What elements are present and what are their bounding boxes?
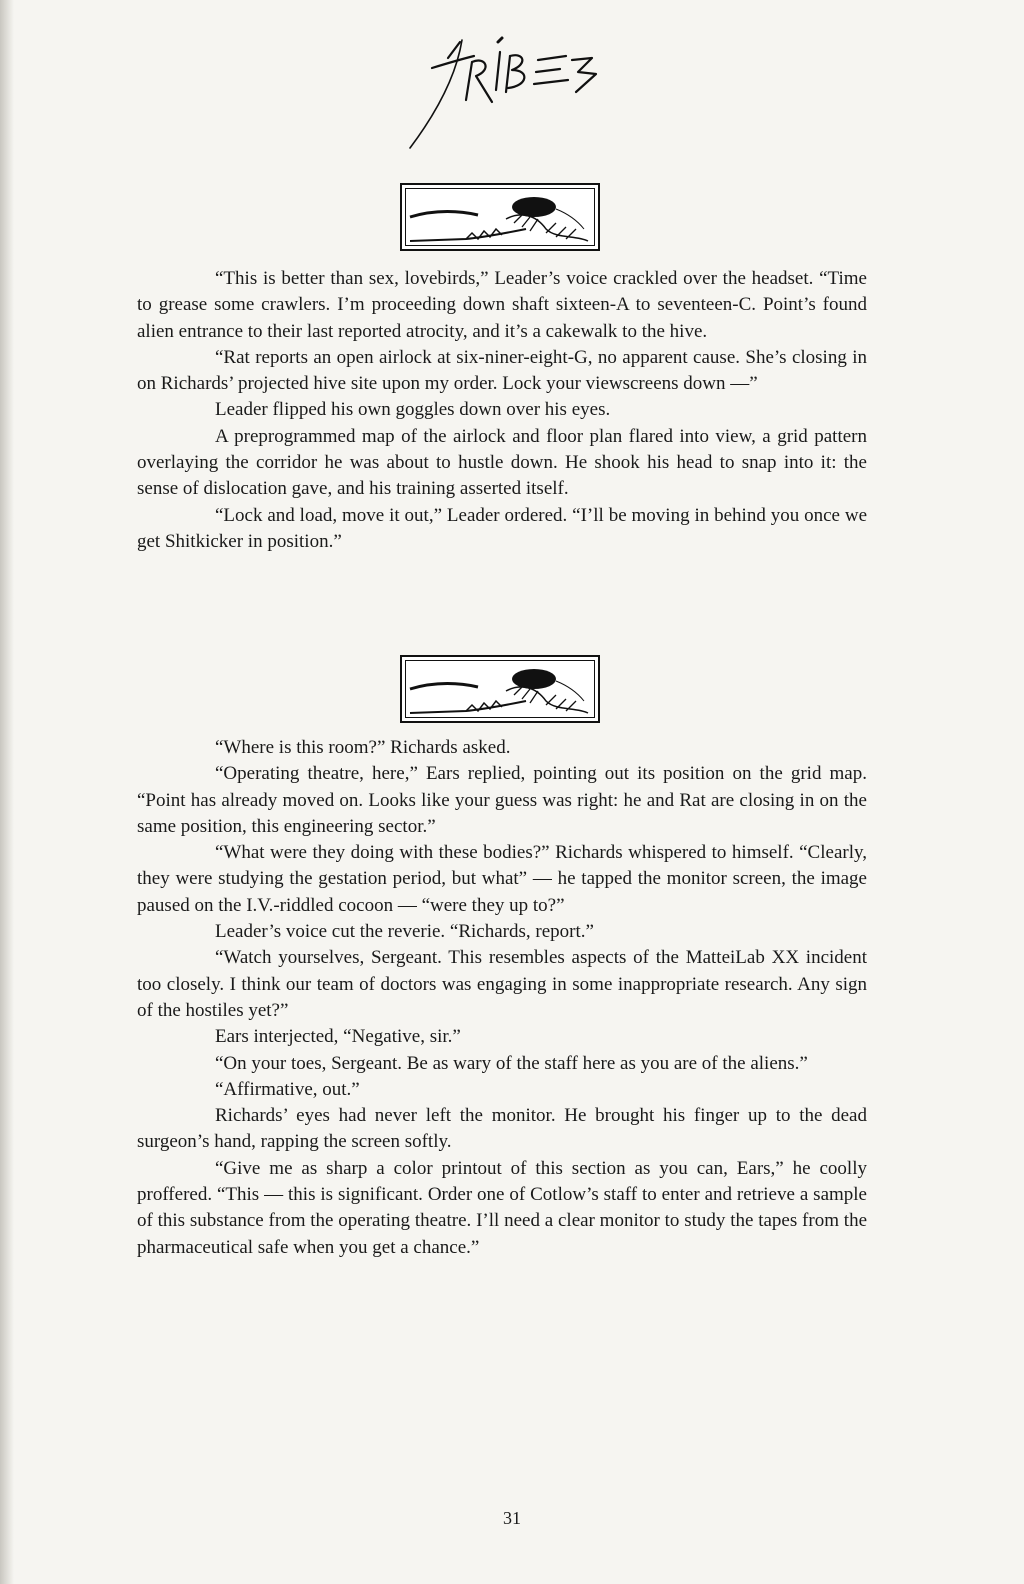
story-section-2 (137, 735, 867, 1261)
paragraph: “Rat reports an open airlock at six-niner-eight-G, no apparent cause. She’s closing in on Richards’ projected hive site upon my order. Lock your viewscreens down —” (137, 346, 867, 395)
paragraph: “Where is this room?” Richards asked. (215, 737, 511, 758)
paragraph: Richards’ eyes had never left the monitor. He brought his finger up to the dead surgeon’s hand, rapping the screen softly. (137, 1105, 867, 1153)
page-binding-shadow (0, 0, 14, 1584)
alien-ornament-divider (400, 183, 600, 251)
paragraph: “Watch yourselves, Sergeant. This resembles aspects of the MatteiLab XX incident too closely. I think our team of doctors was engaging in some inappropriate research. Any sign of the hostiles yet?” (137, 947, 867, 1021)
paragraph: “On your toes, Sergeant. Be as wary of the staff here as you are of the aliens.” (215, 1052, 808, 1074)
paragraph: “Lock and load, move it out,” Leader ordered. “I’ll be moving in behind you once we get Shitkicker in position.” (137, 504, 867, 552)
story-section-1 (137, 266, 867, 555)
paragraph: Leader flipped his own goggles down over his eyes. (215, 399, 611, 421)
tribes-logo (400, 30, 600, 150)
paragraph: Leader’s voice cut the reverie. “Richards, report.” (215, 921, 594, 943)
paragraph: “This is better than sex, lovebirds,” Leader’s voice crackled over the headset. “Time to grease some crawlers. I’m proceeding down shaft sixteen-A to seventeen-C. Point’s found alien entrance to their last reported atrocity, and it’s a cakewalk to the hive. (137, 268, 867, 342)
page-number: 31 (503, 1508, 521, 1528)
paragraph: “What were they doing with these bodies?” Richards whispered to himself. “Clearly, they were studying the gestation period, but what” — he tapped the monitor screen, the image paused on the I.V.-riddled cocoon — “were they up to?” (137, 842, 867, 916)
paragraph: A preprogrammed map of the airlock and floor plan flared into view, a grid pattern overlaying the corridor he was about to hustle down. He shook his head to snap into it: the sense of dislocation gave, and his training asserted itself. (137, 425, 867, 500)
paragraph: “Operating theatre, here,” Ears replied, pointing out its position on the grid map. “Point has already moved on. Looks like your guess was right: he and Rat are closing in on the same position, this engineering sector.” (137, 763, 867, 837)
paragraph: Ears interjected, “Negative, sir.” (215, 1026, 461, 1048)
paragraph: “Affirmative, out.” (215, 1078, 360, 1100)
paragraph: “Give me as sharp a color printout of this section as you can, Ears,” he coolly proffered. “This — this is significant. Order one of Cotlow’s staff to enter and retrieve a sample of this substance from the operating theatre. I’ll need a clear monitor to study the tapes from the pharmaceutical safe when you get a chance.” (137, 1157, 867, 1258)
alien-ornament-divider (400, 655, 600, 723)
